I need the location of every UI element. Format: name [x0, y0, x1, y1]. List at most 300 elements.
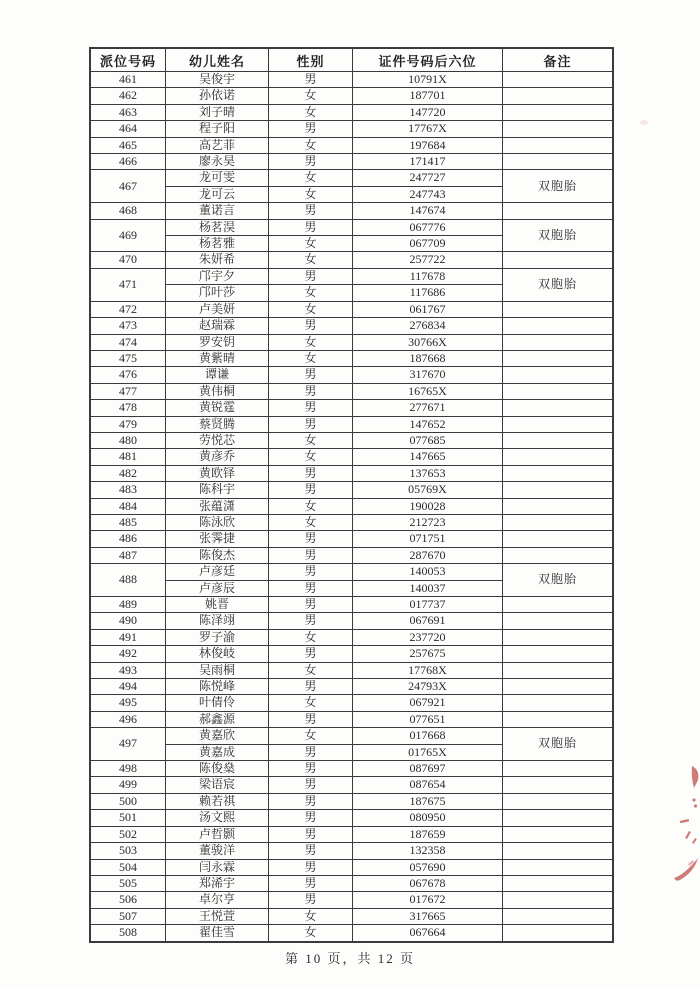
id-digits-cell: 067921 [353, 695, 503, 711]
id-digits-cell: 087654 [353, 777, 503, 793]
id-digits-cell: 257675 [353, 646, 503, 662]
note-cell [503, 662, 613, 678]
id-digits-cell: 247743 [353, 186, 503, 202]
gender-cell: 女 [269, 186, 353, 202]
child-name-cell: 卓尔亨 [166, 892, 269, 908]
allocation-number-cell: 461 [91, 72, 166, 88]
child-name-cell: 叶倩伶 [166, 695, 269, 711]
note-cell [503, 777, 613, 793]
note-cell [503, 400, 613, 416]
id-digits-cell: 01765X [353, 744, 503, 760]
id-digits-cell: 187668 [353, 350, 503, 366]
table-row [91, 761, 613, 777]
gender-cell: 男 [269, 547, 353, 563]
allocation-number-cell: 471 [91, 268, 166, 301]
table-row [91, 154, 613, 170]
child-name-cell: 黄嘉欣 [166, 728, 269, 744]
table-row [91, 318, 613, 334]
allocation-number-cell: 468 [91, 203, 166, 219]
gender-cell: 男 [269, 482, 353, 498]
gender-cell: 男 [269, 203, 353, 219]
gender-cell: 女 [269, 236, 353, 252]
allocation-number-cell: 494 [91, 679, 166, 695]
note-cell [503, 810, 613, 826]
gender-cell: 女 [269, 137, 353, 153]
allocation-number-cell: 490 [91, 613, 166, 629]
allocation-number-cell: 476 [91, 367, 166, 383]
id-digits-cell: 057690 [353, 859, 503, 875]
table-row [91, 531, 613, 547]
table-row [91, 252, 613, 268]
gender-cell: 男 [269, 367, 353, 383]
allocation-number-cell: 483 [91, 482, 166, 498]
note-cell [503, 761, 613, 777]
child-name-cell: 黄伟桐 [166, 383, 269, 399]
note-cell [503, 843, 613, 859]
gender-cell: 男 [269, 679, 353, 695]
allocation-number-cell: 493 [91, 662, 166, 678]
gender-cell: 男 [269, 793, 353, 809]
child-name-cell: 董骏洋 [166, 843, 269, 859]
allocation-number-cell: 499 [91, 777, 166, 793]
child-name-cell: 卢美妍 [166, 301, 269, 317]
child-name-cell: 蔡贤腾 [166, 416, 269, 432]
gender-cell: 女 [269, 498, 353, 514]
child-name-cell: 郝鑫源 [166, 711, 269, 727]
allocation-number-cell: 475 [91, 350, 166, 366]
gender-cell: 女 [269, 629, 353, 645]
red-ink-stamp-fragment [658, 740, 700, 900]
id-digits-cell: 287670 [353, 547, 503, 563]
header-note: 备注 [503, 49, 613, 72]
note-cell [503, 908, 613, 924]
child-name-cell: 卢彦廷 [166, 564, 269, 580]
id-digits-cell: 30766X [353, 334, 503, 350]
allocation-number-cell: 486 [91, 531, 166, 547]
id-digits-cell: 317665 [353, 908, 503, 924]
child-name-cell: 陈悦峰 [166, 679, 269, 695]
id-digits-cell: 117678 [353, 268, 503, 284]
id-digits-cell: 067678 [353, 875, 503, 891]
allocation-number-cell: 501 [91, 810, 166, 826]
note-cell [503, 104, 613, 120]
table-row [91, 383, 613, 399]
gender-cell: 男 [269, 597, 353, 613]
allocation-number-cell: 500 [91, 793, 166, 809]
allocation-number-cell: 487 [91, 547, 166, 563]
allocation-number-cell: 462 [91, 88, 166, 104]
allocation-number-cell: 473 [91, 318, 166, 334]
note-cell [503, 252, 613, 268]
table-row [91, 777, 613, 793]
gender-cell: 男 [269, 121, 353, 137]
child-name-cell: 劳悦芯 [166, 432, 269, 448]
id-digits-cell: 017668 [353, 728, 503, 744]
gender-cell: 男 [269, 564, 353, 580]
allocation-number-cell: 480 [91, 432, 166, 448]
gender-cell: 男 [269, 843, 353, 859]
allocation-number-cell: 472 [91, 301, 166, 317]
allocation-number-cell: 474 [91, 334, 166, 350]
roster-table-body [91, 72, 613, 942]
child-name-cell: 姚晋 [166, 597, 269, 613]
child-name-cell: 林俊岐 [166, 646, 269, 662]
note-cell [503, 465, 613, 481]
allocation-number-cell: 463 [91, 104, 166, 120]
allocation-number-cell: 478 [91, 400, 166, 416]
child-name-cell: 闫永霖 [166, 859, 269, 875]
child-name-cell: 梁语宸 [166, 777, 269, 793]
gender-cell: 女 [269, 695, 353, 711]
table-row [91, 597, 613, 613]
id-digits-cell: 147665 [353, 449, 503, 465]
note-cell [503, 646, 613, 662]
child-name-cell: 罗安钥 [166, 334, 269, 350]
allocation-number-cell: 481 [91, 449, 166, 465]
gender-cell: 男 [269, 875, 353, 891]
note-cell [503, 892, 613, 908]
child-name-cell: 邝宇夕 [166, 268, 269, 284]
table-row [91, 793, 613, 809]
id-digits-cell: 05769X [353, 482, 503, 498]
note-cell: 双胞胎 [503, 170, 613, 203]
allocation-number-cell: 469 [91, 219, 166, 252]
note-cell [503, 367, 613, 383]
gender-cell: 男 [269, 810, 353, 826]
child-name-cell: 陈俊燊 [166, 761, 269, 777]
allocation-number-cell: 465 [91, 137, 166, 153]
note-cell [503, 416, 613, 432]
note-cell [503, 449, 613, 465]
allocation-number-cell: 504 [91, 859, 166, 875]
table-row [91, 843, 613, 859]
gender-cell: 男 [269, 154, 353, 170]
gender-cell: 女 [269, 104, 353, 120]
note-cell [503, 859, 613, 875]
child-name-cell: 刘子晴 [166, 104, 269, 120]
gender-cell: 男 [269, 711, 353, 727]
note-cell [503, 597, 613, 613]
id-digits-cell: 187659 [353, 826, 503, 842]
gender-cell: 男 [269, 744, 353, 760]
gender-cell: 女 [269, 662, 353, 678]
note-cell [503, 547, 613, 563]
allocation-number-cell: 491 [91, 629, 166, 645]
note-cell [503, 531, 613, 547]
id-digits-cell: 140053 [353, 564, 503, 580]
header-allocation-number: 派位号码 [91, 49, 166, 72]
child-name-cell: 卢哲颢 [166, 826, 269, 842]
allocation-number-cell: 466 [91, 154, 166, 170]
table-row [91, 301, 613, 317]
gender-cell: 男 [269, 72, 353, 88]
id-digits-cell: 061767 [353, 301, 503, 317]
gender-cell: 男 [269, 613, 353, 629]
table-row [91, 268, 613, 284]
note-cell [503, 88, 613, 104]
table-row [91, 400, 613, 416]
id-digits-cell: 147720 [353, 104, 503, 120]
note-cell [503, 137, 613, 153]
gender-cell: 男 [269, 646, 353, 662]
gender-cell: 女 [269, 728, 353, 744]
child-name-cell: 陈泳欣 [166, 514, 269, 530]
allocation-number-cell: 496 [91, 711, 166, 727]
note-cell [503, 613, 613, 629]
note-cell [503, 875, 613, 891]
gender-cell: 女 [269, 514, 353, 530]
table-row [91, 662, 613, 678]
id-digits-cell: 212723 [353, 514, 503, 530]
allocation-number-cell: 489 [91, 597, 166, 613]
table-row [91, 925, 613, 941]
allocation-number-cell: 470 [91, 252, 166, 268]
allocation-number-cell: 502 [91, 826, 166, 842]
table-row [91, 367, 613, 383]
gender-cell: 男 [269, 777, 353, 793]
table-row [91, 482, 613, 498]
note-cell [503, 203, 613, 219]
child-name-cell: 汤文熙 [166, 810, 269, 826]
id-digits-cell: 067776 [353, 219, 503, 235]
table-row [91, 219, 613, 235]
header-id-digits: 证件号码后六位 [353, 49, 503, 72]
table-row [91, 892, 613, 908]
id-digits-cell: 10791X [353, 72, 503, 88]
note-cell: 双胞胎 [503, 564, 613, 597]
id-digits-cell: 147674 [353, 203, 503, 219]
table-row [91, 465, 613, 481]
id-digits-cell: 237720 [353, 629, 503, 645]
table-row [91, 203, 613, 219]
table-row [91, 104, 613, 120]
note-cell: 双胞胎 [503, 728, 613, 761]
id-digits-cell: 197684 [353, 137, 503, 153]
child-name-cell: 赵瑞霖 [166, 318, 269, 334]
child-name-cell: 黄彦乔 [166, 449, 269, 465]
allocation-number-cell: 477 [91, 383, 166, 399]
id-digits-cell: 132358 [353, 843, 503, 859]
child-name-cell: 张蕴潇 [166, 498, 269, 514]
child-name-cell: 邝叶莎 [166, 285, 269, 301]
gender-cell: 男 [269, 892, 353, 908]
allocation-number-cell: 503 [91, 843, 166, 859]
gender-cell: 男 [269, 580, 353, 596]
gender-cell: 男 [269, 531, 353, 547]
table-row [91, 711, 613, 727]
table-row [91, 498, 613, 514]
child-name-cell: 龙可雯 [166, 170, 269, 186]
faint-ink-dot [640, 120, 648, 125]
allocation-number-cell: 495 [91, 695, 166, 711]
child-name-cell: 黄欧铎 [166, 465, 269, 481]
allocation-number-cell: 505 [91, 875, 166, 891]
id-digits-cell: 147652 [353, 416, 503, 432]
id-digits-cell: 087697 [353, 761, 503, 777]
table-row [91, 350, 613, 366]
allocation-number-cell: 484 [91, 498, 166, 514]
gender-cell: 女 [269, 925, 353, 941]
child-name-cell: 陈科宇 [166, 482, 269, 498]
note-cell [503, 350, 613, 366]
allocation-number-cell: 506 [91, 892, 166, 908]
id-digits-cell: 190028 [353, 498, 503, 514]
table-row [91, 908, 613, 924]
child-name-cell: 陈俊杰 [166, 547, 269, 563]
gender-cell: 男 [269, 761, 353, 777]
note-cell [503, 383, 613, 399]
id-digits-cell: 187675 [353, 793, 503, 809]
id-digits-cell: 247727 [353, 170, 503, 186]
id-digits-cell: 24793X [353, 679, 503, 695]
table-row [91, 613, 613, 629]
gender-cell: 男 [269, 219, 353, 235]
table-row [91, 629, 613, 645]
table-row [91, 547, 613, 563]
table-row [91, 170, 613, 186]
child-name-cell: 廖永昊 [166, 154, 269, 170]
id-digits-cell: 257722 [353, 252, 503, 268]
note-cell [503, 301, 613, 317]
gender-cell: 女 [269, 301, 353, 317]
child-name-cell: 黄嘉成 [166, 744, 269, 760]
id-digits-cell: 187701 [353, 88, 503, 104]
child-name-cell: 罗子渝 [166, 629, 269, 645]
allocation-number-cell: 508 [91, 925, 166, 941]
allocation-number-cell: 482 [91, 465, 166, 481]
child-name-cell: 吴俊宇 [166, 72, 269, 88]
table-row [91, 728, 613, 744]
table-row [91, 72, 613, 88]
id-digits-cell: 077685 [353, 432, 503, 448]
table-row [91, 137, 613, 153]
child-name-cell: 卢彦辰 [166, 580, 269, 596]
table-row [91, 449, 613, 465]
note-cell [503, 482, 613, 498]
id-digits-cell: 067691 [353, 613, 503, 629]
gender-cell: 女 [269, 449, 353, 465]
table-row [91, 695, 613, 711]
id-digits-cell: 17767X [353, 121, 503, 137]
child-name-cell: 董诺言 [166, 203, 269, 219]
table-row [91, 859, 613, 875]
child-name-cell: 程子阳 [166, 121, 269, 137]
child-name-cell: 王悦萱 [166, 908, 269, 924]
table-row [91, 826, 613, 842]
table-row [91, 514, 613, 530]
gender-cell: 男 [269, 268, 353, 284]
gender-cell: 女 [269, 252, 353, 268]
note-cell [503, 432, 613, 448]
note-cell [503, 334, 613, 350]
table-row [91, 875, 613, 891]
table-row [91, 564, 613, 580]
table-row [91, 334, 613, 350]
gender-cell: 男 [269, 383, 353, 399]
note-cell [503, 711, 613, 727]
id-digits-cell: 137653 [353, 465, 503, 481]
id-digits-cell: 171417 [353, 154, 503, 170]
child-name-cell: 赖若祺 [166, 793, 269, 809]
allocation-number-cell: 479 [91, 416, 166, 432]
allocation-number-cell: 488 [91, 564, 166, 597]
id-digits-cell: 017672 [353, 892, 503, 908]
gender-cell: 男 [269, 465, 353, 481]
child-name-cell: 谭谦 [166, 367, 269, 383]
allocation-number-cell: 498 [91, 761, 166, 777]
note-cell [503, 629, 613, 645]
id-digits-cell: 017737 [353, 597, 503, 613]
table-row [91, 121, 613, 137]
note-cell [503, 925, 613, 941]
table-row [91, 88, 613, 104]
id-digits-cell: 276834 [353, 318, 503, 334]
gender-cell: 女 [269, 432, 353, 448]
id-digits-cell: 17768X [353, 662, 503, 678]
child-name-cell: 张霁捷 [166, 531, 269, 547]
id-digits-cell: 071751 [353, 531, 503, 547]
allocation-number-cell: 507 [91, 908, 166, 924]
child-name-cell: 吴雨桐 [166, 662, 269, 678]
gender-cell: 男 [269, 400, 353, 416]
child-name-cell: 孙依诺 [166, 88, 269, 104]
gender-cell: 男 [269, 318, 353, 334]
id-digits-cell: 067709 [353, 236, 503, 252]
gender-cell: 女 [269, 334, 353, 350]
table-row [91, 646, 613, 662]
note-cell [503, 826, 613, 842]
note-cell [503, 679, 613, 695]
gender-cell: 女 [269, 350, 353, 366]
header-child-name: 幼儿姓名 [166, 49, 269, 72]
table-row [91, 416, 613, 432]
child-name-cell: 郑浠宇 [166, 875, 269, 891]
allocation-number-cell: 464 [91, 121, 166, 137]
note-cell [503, 514, 613, 530]
id-digits-cell: 080950 [353, 810, 503, 826]
child-name-cell: 杨茗雅 [166, 236, 269, 252]
gender-cell: 女 [269, 908, 353, 924]
child-name-cell: 翟佳雪 [166, 925, 269, 941]
note-cell [503, 793, 613, 809]
gender-cell: 男 [269, 859, 353, 875]
child-name-cell: 高艺菲 [166, 137, 269, 153]
child-name-cell: 陈泽翊 [166, 613, 269, 629]
gender-cell: 女 [269, 88, 353, 104]
allocation-number-cell: 467 [91, 170, 166, 203]
roster-table [90, 48, 613, 942]
note-cell [503, 318, 613, 334]
table-row [91, 679, 613, 695]
note-cell [503, 72, 613, 88]
child-name-cell: 杨茗淏 [166, 219, 269, 235]
gender-cell: 男 [269, 826, 353, 842]
id-digits-cell: 067664 [353, 925, 503, 941]
note-cell [503, 498, 613, 514]
id-digits-cell: 077651 [353, 711, 503, 727]
gender-cell: 男 [269, 416, 353, 432]
child-name-cell: 黄紫晴 [166, 350, 269, 366]
gender-cell: 女 [269, 285, 353, 301]
gender-cell: 女 [269, 170, 353, 186]
child-name-cell: 朱妍希 [166, 252, 269, 268]
table-row [91, 432, 613, 448]
id-digits-cell: 317670 [353, 367, 503, 383]
id-digits-cell: 277671 [353, 400, 503, 416]
header-gender: 性别 [269, 49, 353, 72]
id-digits-cell: 140037 [353, 580, 503, 596]
allocation-number-cell: 497 [91, 728, 166, 761]
